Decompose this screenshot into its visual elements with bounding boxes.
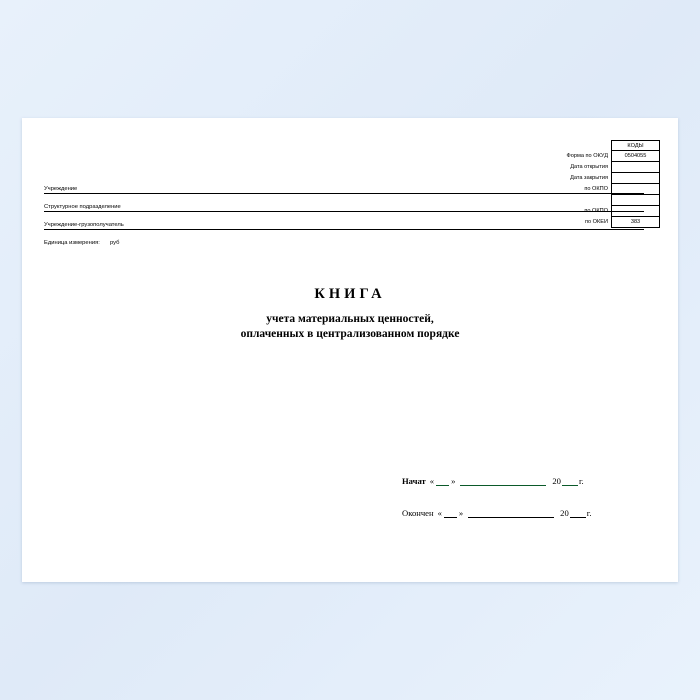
date-started-quote-close: » <box>451 476 456 486</box>
date-started-year-prefix: 20 <box>552 476 561 486</box>
codes-label-okpo-1: по ОКПО <box>584 186 608 192</box>
date-started-month-blank[interactable] <box>460 485 546 486</box>
date-started-row[interactable] <box>402 476 591 486</box>
codes-header-cell: КОДЫ <box>611 140 660 151</box>
date-finished-quote-close: » <box>458 508 464 518</box>
codes-label-okpo-2: по ОКПО <box>584 208 608 214</box>
codes-row-okud <box>542 151 660 162</box>
codes-value-okei[interactable]: 383 <box>611 217 660 228</box>
field-subdivision-label: Структурное подразделение <box>44 204 121 210</box>
document-subtitle-line2: оплаченных в централизованном порядке <box>240 328 460 340</box>
date-started-year-suffix: г. <box>578 476 584 486</box>
document-sheet <box>22 118 678 582</box>
date-finished-quote-open: « <box>437 508 442 518</box>
field-unit[interactable] <box>44 234 644 247</box>
field-institution-label: Учреждение <box>44 186 78 192</box>
codes-table-header-row <box>542 140 660 151</box>
codes-value-open-date[interactable] <box>611 162 660 173</box>
document-subtitle-line1: учета материальных ценностей, <box>266 313 434 325</box>
codes-label-okei: по ОКЕИ <box>584 219 608 225</box>
date-finished-year-prefix: 20 <box>560 508 569 518</box>
date-finished-day-blank[interactable] <box>444 517 457 518</box>
date-finished-year-suffix: г. <box>586 508 592 518</box>
date-started-day-blank[interactable] <box>436 485 449 486</box>
header-fields <box>44 180 644 251</box>
date-started-quote-open: « <box>429 476 435 486</box>
field-subdivision[interactable] <box>44 198 644 212</box>
field-consignee-label: Учреждение-грузополучатель <box>44 222 124 228</box>
page-title: КНИГА <box>314 286 386 302</box>
field-consignee[interactable] <box>44 216 644 230</box>
date-started-year-blank[interactable] <box>562 485 578 486</box>
date-finished-year-blank[interactable] <box>570 517 586 518</box>
codes-label-okud: Форма по ОКУД <box>566 153 608 159</box>
date-finished-month-blank[interactable] <box>468 517 554 518</box>
document-title-block <box>22 286 678 342</box>
date-fields <box>402 476 591 540</box>
date-finished-row[interactable] <box>402 508 591 518</box>
codes-row-open-date <box>542 162 660 173</box>
field-unit-value: руб <box>110 240 120 246</box>
codes-label-close-date: Дата закрытия <box>570 175 608 181</box>
date-started-label: Начат <box>402 476 426 486</box>
codes-header-spacer <box>542 140 611 151</box>
field-institution[interactable] <box>44 180 644 194</box>
codes-value-okud[interactable]: 0504055 <box>611 151 660 162</box>
field-unit-label: Единица измерения: <box>44 240 100 246</box>
codes-label-open-date: Дата открытия <box>570 164 608 170</box>
date-finished-label: Окончен <box>402 508 434 518</box>
